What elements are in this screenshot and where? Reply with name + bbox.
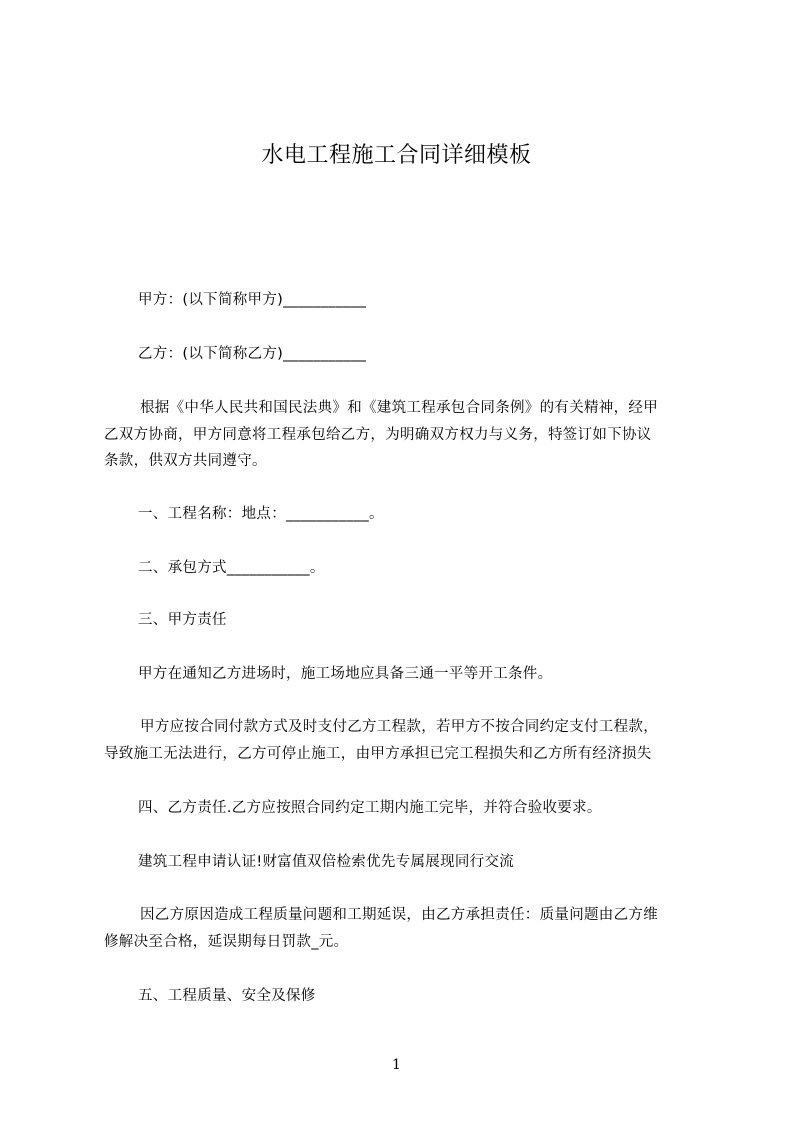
preamble-line-3: 条款，供双方共同遵守。: [104, 453, 267, 469]
ad-line: 建筑工程申请认证!财富值双倍检索优先专属展现同行交流: [138, 854, 515, 870]
section-1-project-name: 一、工程名称：地点：___________。: [138, 506, 384, 522]
page-number: 1: [392, 1057, 401, 1073]
section-4-heading: 四、乙方责任.乙方应按照合同约定工期内施工完毕，并符合验收要求。: [138, 800, 602, 816]
section-4-item-line-1: 因乙方原因造成工程质量问题和工期延误，由乙方承担责任：质量问题由乙方维: [140, 907, 658, 923]
section-3-heading: 三、甲方责任: [138, 612, 227, 628]
section-3-item-2-line-1: 甲方应按合同付款方式及时支付乙方工程款，若甲方不按合同约定支付工程款，: [140, 719, 658, 735]
section-3-item-2-line-2: 导致施工无法进行，乙方可停止施工，由甲方承担已完工程损失和乙方所有经济损失: [104, 745, 652, 762]
preamble-line-2: 乙双方协商，甲方同意将工程承包给乙方，为明确双方权力与义务，特签订如下协议: [104, 426, 652, 443]
section-2-contract-method: 二、承包方式___________。: [138, 560, 325, 576]
section-4-item: [104, 902, 704, 955]
preamble-paragraph: [104, 395, 704, 475]
section-3-item-1: 甲方在通知乙方进场时，施工场地应具备三通一平等开工条件。: [138, 666, 553, 682]
party-b-line: 乙方：(以下简称乙方)___________: [138, 346, 367, 362]
party-a-line: 甲方：(以下简称甲方)___________: [138, 292, 367, 308]
section-5-heading: 五、工程质量、安全及保修: [138, 988, 316, 1004]
preamble-line-1: 根据《中华人民共和国民法典》和《建筑工程承包合同条例》的有关精神，经甲: [140, 400, 658, 416]
document-title: 水电工程施工合同详细模板: [261, 143, 532, 168]
section-4-item-line-2: 修解决至合格，延误期每日罚款_元。: [104, 933, 349, 950]
section-3-item-2: [104, 714, 704, 767]
